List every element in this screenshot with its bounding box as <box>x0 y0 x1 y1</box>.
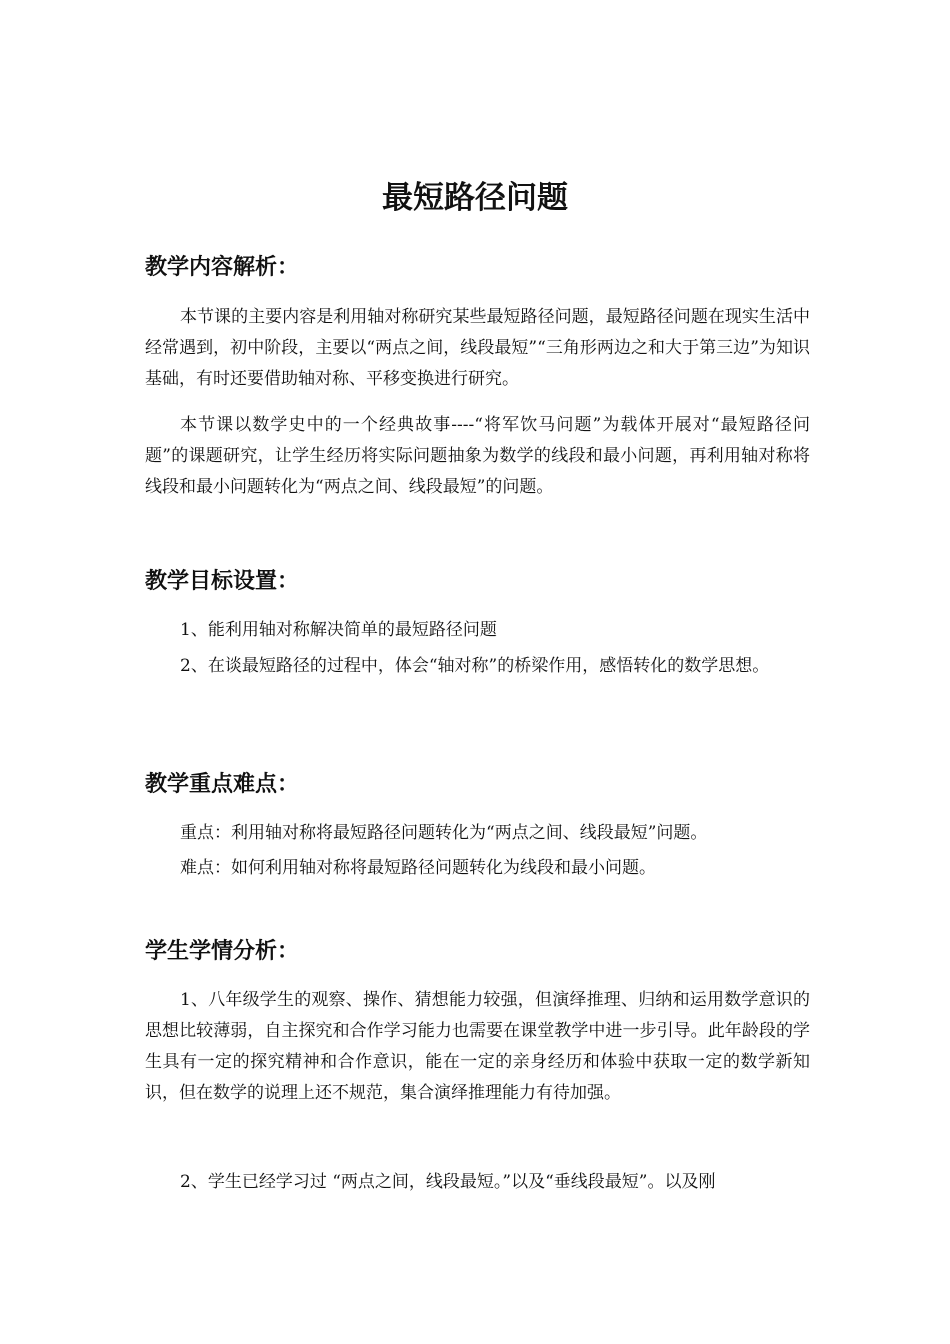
section-heading-student-analysis: 学生学情分析： <box>145 939 300 964</box>
student-analysis-paragraph-2: 2、学生已经学习过 “两点之间，线段最短。”以及“垂线段最短”。以及刚 <box>180 1172 716 1192</box>
objective-item-2: 2、在谈最短路径的过程中，体会“轴对称”的桥梁作用，感悟转化的数学思想。 <box>180 656 770 676</box>
difficult-point-line: 难点：如何利用轴对称将最短路径问题转化为线段和最小问题。 <box>180 858 656 878</box>
section-heading-teaching-objectives: 教学目标设置： <box>145 569 300 594</box>
student-analysis-paragraph-1: 1、八年级学生的观察、操作、猜想能力较强，但演绎推理、归纳和运用数学意识的思想比较薄弱，自主探究和合作学习能力也需要在课堂教学中进一步引导。此年龄段的学生具有一定的探究精神和合作意识，能在一定的亲身经历和体验中获取一定的数学新知识，但在数学的说理上还不规范，集合演绎推理能力有待加强。 <box>145 990 810 1103</box>
document-title: 最短路径问题 <box>382 180 568 216</box>
section-heading-content-analysis: 教学内容解析： <box>145 255 300 280</box>
paragraph-content-analysis-2: 本节课以数学史中的一个经典故事----“将军饮马问题”为载体开展对“最短路径问题”的课题研究，让学生经历将实际问题抽象为数学的线段和最小问题，再利用轴对称将线段和最小问题转化为“两点之间、线段最短”的问题。 <box>145 415 810 497</box>
section-heading-key-difficult-points: 教学重点难点： <box>145 772 300 797</box>
objective-item-1: 1、能利用轴对称解决简单的最短路径问题 <box>180 620 497 640</box>
key-point-line: 重点：利用轴对称将最短路径问题转化为“两点之间、线段最短”问题。 <box>180 823 708 843</box>
paragraph-content-analysis-1: 本节课的主要内容是利用轴对称研究某些最短路径问题，最短路径问题在现实生活中经常遇到，初中阶段，主要以“两点之间，线段最短”“三角形两边之和大于第三边”为知识基础，有时还要借助轴对称、平移变换进行研究。 <box>145 307 810 389</box>
